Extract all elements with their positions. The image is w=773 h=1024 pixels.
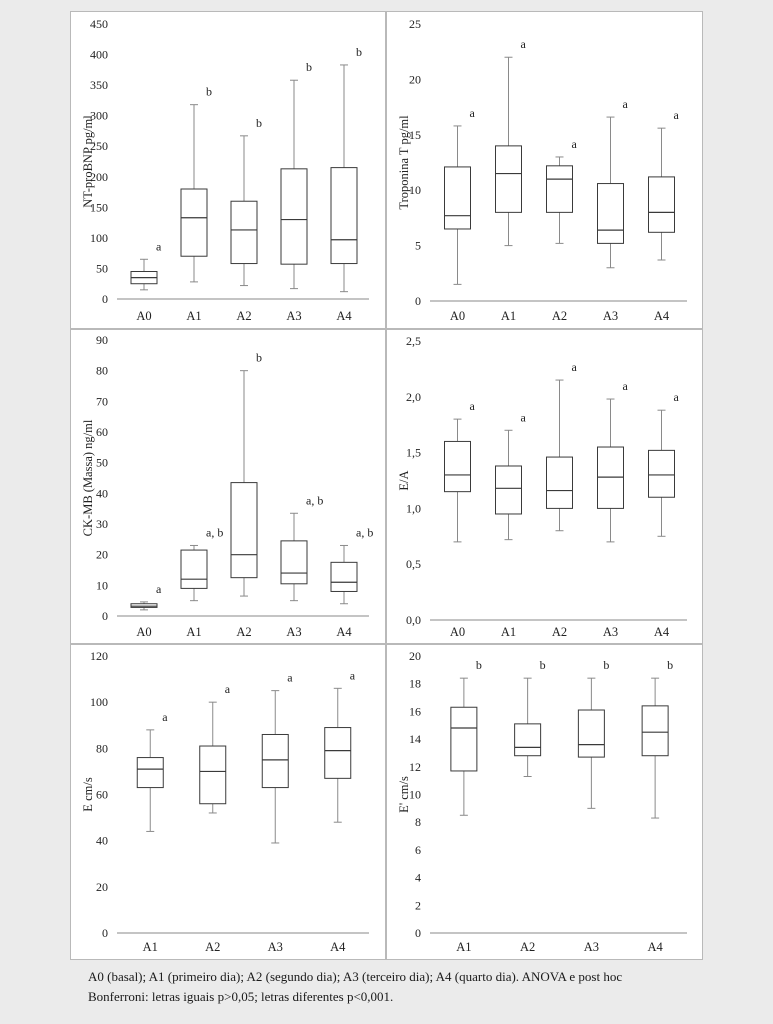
significance-letter: a	[673, 390, 679, 405]
y-tick-label: 100	[90, 695, 108, 710]
x-category-label: A4	[653, 309, 670, 323]
x-category-label: A3	[286, 309, 302, 323]
significance-letter: b	[356, 44, 362, 59]
x-category-label: A0	[136, 309, 152, 323]
x-category-label: A0	[449, 625, 466, 639]
significance-letter: b	[603, 658, 610, 673]
y-tick-label: 350	[90, 78, 108, 93]
significance-letter: b	[667, 658, 674, 673]
box-iqr	[598, 184, 624, 244]
panel-ck-mb	[70, 329, 386, 644]
y-tick-label: 50	[96, 261, 108, 276]
x-category-label: A2	[205, 940, 221, 954]
box-iqr	[181, 189, 207, 256]
y-tick-label: 10	[409, 787, 421, 802]
x-category-label: A0	[449, 309, 466, 323]
y-tick-label: 4	[415, 870, 421, 885]
significance-letter: b	[256, 115, 262, 130]
figure-caption	[88, 967, 758, 1007]
box-iqr	[496, 466, 522, 514]
box-iqr	[445, 441, 471, 491]
chart-svg	[387, 645, 702, 959]
x-category-label: A4	[647, 940, 663, 954]
panel-troponina	[386, 11, 703, 329]
y-tick-label: 120	[90, 649, 108, 663]
panel-e-a	[386, 329, 703, 644]
x-category-label: A2	[551, 309, 568, 323]
y-tick-label: 40	[96, 486, 108, 501]
y-tick-label: 250	[90, 139, 108, 154]
significance-letter: a	[673, 108, 679, 123]
x-category-label: A3	[602, 309, 619, 323]
box-iqr	[281, 169, 307, 264]
y-tick-label: 18	[409, 676, 421, 691]
box-iqr	[331, 168, 357, 264]
y-tick-label: 150	[90, 200, 108, 215]
x-category-label: A4	[653, 625, 670, 639]
significance-letter: a, b	[206, 525, 224, 540]
x-category-label: A4	[330, 940, 346, 954]
chart-svg	[71, 330, 385, 643]
significance-letter: a	[469, 105, 475, 120]
x-category-label: A2	[519, 940, 536, 954]
caption-line-2: Bonferroni: letras iguais p>0,05; letras diferentes p<0,001.	[88, 989, 394, 1004]
y-tick-label: 20	[96, 879, 108, 894]
significance-letter: a	[224, 682, 231, 697]
y-axis-title: E/A	[397, 470, 411, 491]
significance-letter: a, b	[356, 525, 374, 540]
box-iqr	[578, 710, 604, 757]
y-axis-title: E cm/s	[81, 777, 95, 812]
y-tick-label: 1,0	[406, 501, 421, 516]
y-axis-title: Troponina T pg/ml	[397, 115, 411, 210]
y-tick-label: 50	[96, 455, 108, 470]
y-tick-label: 25	[409, 17, 421, 31]
y-tick-label: 300	[90, 108, 108, 123]
x-category-label: A2	[236, 625, 252, 639]
box-iqr	[642, 706, 668, 756]
y-tick-label: 60	[96, 787, 108, 802]
significance-letter: a	[571, 136, 577, 151]
y-tick-label: 20	[409, 649, 421, 663]
x-category-label: A1	[456, 940, 472, 954]
caption-line-1: A0 (basal); A1 (primeiro dia); A2 (segundo dia); A3 (terceiro dia); A4 (quarto dia). ANOVA e post hoc	[88, 969, 623, 984]
y-tick-label: 10	[96, 578, 108, 593]
x-category-label: A1	[186, 309, 202, 323]
x-category-label: A1	[500, 625, 517, 639]
box-iqr	[649, 177, 675, 232]
significance-letter: b	[206, 84, 212, 99]
y-tick-label: 6	[415, 842, 421, 857]
y-tick-label: 20	[96, 547, 108, 562]
box-iqr	[200, 746, 226, 804]
chart-svg	[71, 645, 385, 959]
box-iqr	[281, 541, 307, 584]
significance-letter: b	[539, 658, 546, 673]
y-tick-label: 0	[102, 926, 108, 940]
significance-letter: a	[162, 709, 168, 724]
y-tick-label: 5	[415, 238, 421, 253]
y-axis-title: NT-proBNP pg/ml	[81, 115, 95, 208]
panel-nt-probnp	[70, 11, 386, 329]
y-tick-label: 20	[409, 72, 421, 87]
box-iqr	[547, 166, 573, 213]
box-iqr	[649, 450, 675, 497]
y-tick-label: 16	[409, 704, 421, 719]
box-iqr	[137, 758, 163, 788]
y-tick-label: 8	[415, 815, 421, 830]
y-tick-label: 0,0	[406, 613, 421, 627]
box-iqr	[515, 724, 541, 756]
y-tick-label: 0	[415, 294, 421, 308]
x-category-label: A1	[186, 625, 202, 639]
y-tick-label: 10	[409, 183, 421, 198]
box-iqr	[131, 604, 157, 608]
y-tick-label: 80	[96, 741, 108, 756]
significance-letter: a	[349, 668, 356, 683]
y-tick-label: 15	[409, 127, 421, 142]
significance-letter: a	[622, 379, 628, 394]
significance-letter: a	[520, 37, 526, 52]
significance-letter: b	[475, 658, 482, 673]
x-category-label: A2	[551, 625, 568, 639]
significance-letter: a	[622, 97, 628, 112]
y-tick-label: 0,5	[406, 557, 421, 572]
significance-letter: a	[156, 239, 162, 254]
box-iqr	[181, 550, 207, 588]
y-tick-label: 200	[90, 169, 108, 184]
significance-letter: a	[156, 581, 162, 596]
box-iqr	[331, 562, 357, 591]
y-tick-label: 1,5	[406, 445, 421, 460]
y-tick-label: 30	[96, 517, 108, 531]
y-tick-label: 14	[409, 732, 421, 747]
box-iqr	[451, 707, 477, 771]
panel-e-cms	[70, 644, 386, 960]
box-iqr	[231, 483, 257, 578]
chart-svg	[71, 12, 385, 328]
significance-letter: a, b	[306, 493, 324, 508]
x-category-label: A3	[286, 625, 302, 639]
x-category-label: A1	[500, 309, 517, 323]
x-category-label: A3	[602, 625, 619, 639]
significance-letter: a	[287, 670, 293, 685]
y-tick-label: 2	[415, 898, 421, 913]
panel-e-prime-cms	[386, 644, 703, 960]
x-category-label: A1	[142, 940, 158, 954]
y-tick-label: 0	[102, 609, 108, 623]
box-iqr	[262, 734, 288, 787]
x-category-label: A3	[583, 940, 600, 954]
y-tick-label: 80	[96, 363, 108, 378]
significance-letter: b	[306, 60, 312, 75]
y-tick-label: 2,0	[406, 389, 421, 404]
y-tick-label: 90	[96, 333, 108, 347]
y-tick-label: 12	[409, 759, 421, 774]
y-tick-label: 60	[96, 425, 108, 439]
y-tick-label: 400	[90, 47, 108, 62]
chart-svg	[387, 330, 702, 643]
significance-letter: a	[520, 410, 526, 425]
y-tick-label: 0	[102, 292, 108, 306]
x-category-label: A2	[236, 309, 252, 323]
significance-letter: a	[469, 399, 475, 414]
x-category-label: A4	[336, 309, 352, 323]
y-tick-label: 40	[96, 833, 108, 848]
y-tick-label: 0	[415, 926, 421, 940]
box-iqr	[496, 146, 522, 212]
significance-letter: b	[256, 350, 262, 365]
box-iqr	[325, 728, 351, 779]
y-axis-title: E' cm/s	[397, 776, 411, 813]
x-category-label: A0	[136, 625, 152, 639]
y-tick-label: 450	[90, 17, 108, 31]
box-iqr	[231, 201, 257, 263]
y-axis-title: CK-MB (Massa) ng/ml	[81, 419, 95, 537]
x-category-label: A3	[267, 940, 283, 954]
y-tick-label: 100	[90, 230, 108, 245]
y-tick-label: 2,5	[406, 334, 421, 348]
box-iqr	[547, 457, 573, 508]
x-category-label: A4	[336, 625, 352, 639]
box-iqr	[445, 167, 471, 229]
chart-svg	[387, 12, 702, 328]
significance-letter: a	[571, 360, 577, 375]
y-tick-label: 70	[96, 394, 108, 409]
